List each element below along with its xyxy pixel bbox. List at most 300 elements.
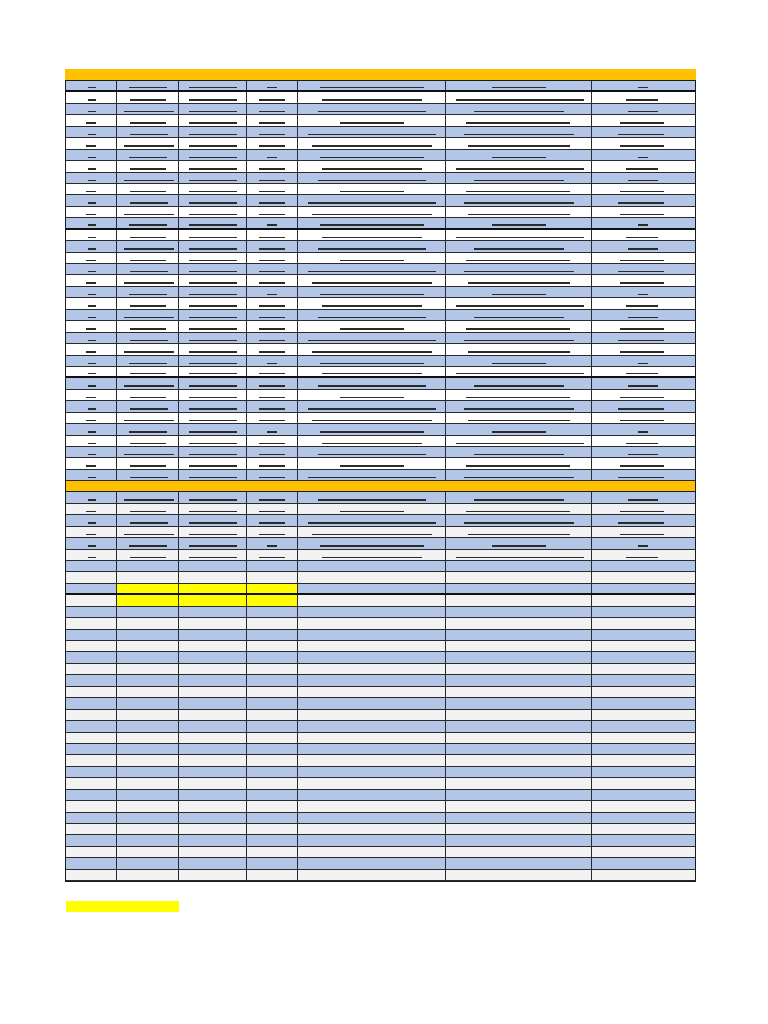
table-cell[interactable] <box>247 230 298 240</box>
table-cell[interactable] <box>66 241 117 251</box>
table-cell[interactable] <box>66 664 117 674</box>
table-cell[interactable] <box>446 755 592 765</box>
table-cell[interactable] <box>298 710 446 720</box>
table-cell[interactable] <box>66 127 117 137</box>
table-cell[interactable] <box>179 218 247 227</box>
table-cell[interactable] <box>592 630 694 640</box>
table-cell[interactable] <box>66 618 117 628</box>
table-cell[interactable] <box>247 527 298 537</box>
table-cell[interactable] <box>179 492 247 502</box>
table-cell[interactable] <box>179 104 247 114</box>
table-cell[interactable] <box>592 733 694 743</box>
table-cell[interactable] <box>117 333 179 343</box>
table-cell[interactable] <box>117 847 179 857</box>
table-cell[interactable] <box>117 344 179 354</box>
table-cell[interactable] <box>298 744 446 754</box>
table-cell[interactable] <box>247 801 298 811</box>
table-cell[interactable] <box>117 436 179 446</box>
table-cell[interactable] <box>66 733 117 743</box>
table-cell[interactable] <box>247 492 298 502</box>
table-cell[interactable] <box>66 436 117 446</box>
table-cell[interactable] <box>446 698 592 708</box>
table-cell[interactable] <box>66 173 117 183</box>
table-cell[interactable] <box>179 801 247 811</box>
table-cell[interactable] <box>446 310 592 320</box>
table-cell[interactable] <box>592 150 694 160</box>
table-cell[interactable] <box>66 721 117 731</box>
table-cell[interactable] <box>179 390 247 400</box>
table-cell[interactable] <box>247 652 298 662</box>
table-cell[interactable] <box>66 835 117 845</box>
table-cell[interactable] <box>179 424 247 434</box>
table-cell[interactable] <box>446 504 592 514</box>
table-cell[interactable] <box>117 356 179 366</box>
table-cell[interactable] <box>592 847 694 857</box>
table-cell[interactable] <box>179 847 247 857</box>
table-cell[interactable] <box>298 173 446 183</box>
table-cell[interactable] <box>117 207 179 217</box>
table-cell[interactable] <box>592 104 694 114</box>
table-cell[interactable] <box>298 81 446 90</box>
table-cell[interactable] <box>247 790 298 800</box>
table-cell[interactable] <box>298 161 446 171</box>
table-cell[interactable] <box>592 561 694 571</box>
table-cell[interactable] <box>446 378 592 388</box>
table-cell[interactable] <box>117 675 179 685</box>
table-cell[interactable] <box>247 515 298 525</box>
table-cell[interactable] <box>298 778 446 788</box>
table-cell[interactable] <box>179 253 247 263</box>
table-cell[interactable] <box>117 870 179 880</box>
table-cell[interactable] <box>66 492 117 502</box>
table-cell[interactable] <box>66 710 117 720</box>
table-cell[interactable] <box>298 515 446 525</box>
table-cell[interactable] <box>446 356 592 366</box>
table-cell[interactable] <box>247 104 298 114</box>
table-cell[interactable] <box>592 470 694 480</box>
table-cell[interactable] <box>592 778 694 788</box>
table-cell[interactable] <box>179 767 247 777</box>
table-cell[interactable] <box>247 733 298 743</box>
table-cell[interactable] <box>117 801 179 811</box>
table-cell[interactable] <box>179 572 247 582</box>
table-cell[interactable] <box>66 447 117 457</box>
table-cell[interactable] <box>117 287 179 297</box>
table-cell[interactable] <box>298 572 446 582</box>
table-cell[interactable] <box>247 264 298 274</box>
table-cell[interactable] <box>66 81 117 90</box>
table-cell[interactable] <box>117 378 179 388</box>
table-cell[interactable] <box>298 790 446 800</box>
table-cell[interactable] <box>117 698 179 708</box>
table-cell[interactable] <box>247 618 298 628</box>
table-cell[interactable] <box>446 287 592 297</box>
table-cell[interactable] <box>117 195 179 205</box>
table-cell[interactable] <box>117 447 179 457</box>
table-cell[interactable] <box>117 310 179 320</box>
table-cell[interactable] <box>446 550 592 560</box>
table-cell[interactable] <box>446 390 592 400</box>
table-cell[interactable] <box>298 150 446 160</box>
table-cell[interactable] <box>298 470 446 480</box>
table-cell[interactable] <box>592 436 694 446</box>
table-cell[interactable] <box>592 504 694 514</box>
table-cell[interactable] <box>117 767 179 777</box>
table-cell[interactable] <box>446 447 592 457</box>
table-cell[interactable] <box>66 367 117 376</box>
table-cell[interactable] <box>66 824 117 834</box>
table-cell[interactable] <box>298 584 446 593</box>
table-cell[interactable] <box>66 184 117 194</box>
table-cell[interactable] <box>179 195 247 205</box>
table-cell[interactable] <box>298 847 446 857</box>
table-cell[interactable] <box>298 550 446 560</box>
table-cell[interactable] <box>298 652 446 662</box>
table-cell[interactable] <box>446 641 592 651</box>
table-cell[interactable] <box>179 858 247 868</box>
table-cell[interactable] <box>592 835 694 845</box>
table-cell[interactable] <box>247 572 298 582</box>
table-cell[interactable] <box>66 275 117 285</box>
table-cell[interactable] <box>179 641 247 651</box>
table-cell[interactable] <box>592 767 694 777</box>
table-cell[interactable] <box>247 390 298 400</box>
table-cell[interactable] <box>66 161 117 171</box>
table-cell[interactable] <box>117 470 179 480</box>
table-cell[interactable] <box>247 195 298 205</box>
table-cell[interactable] <box>179 378 247 388</box>
table-cell[interactable] <box>298 755 446 765</box>
table-cell[interactable] <box>592 755 694 765</box>
table-cell[interactable] <box>117 104 179 114</box>
table-cell[interactable] <box>179 538 247 548</box>
table-cell[interactable] <box>66 515 117 525</box>
table-cell[interactable] <box>117 504 179 514</box>
table-cell[interactable] <box>179 813 247 823</box>
table-cell[interactable] <box>179 778 247 788</box>
table-cell[interactable] <box>446 264 592 274</box>
table-cell[interactable] <box>298 321 446 331</box>
table-cell[interactable] <box>66 413 117 423</box>
table-cell[interactable] <box>446 436 592 446</box>
table-cell[interactable] <box>446 344 592 354</box>
table-cell[interactable] <box>179 287 247 297</box>
table-cell[interactable] <box>592 744 694 754</box>
table-cell[interactable] <box>247 436 298 446</box>
table-cell[interactable] <box>247 767 298 777</box>
table-cell[interactable] <box>179 81 247 90</box>
table-cell[interactable] <box>66 253 117 263</box>
table-cell[interactable] <box>446 687 592 697</box>
table-cell[interactable] <box>117 572 179 582</box>
table-cell[interactable] <box>247 161 298 171</box>
table-cell[interactable] <box>592 641 694 651</box>
table-cell[interactable] <box>298 698 446 708</box>
table-cell[interactable] <box>446 652 592 662</box>
table-cell[interactable] <box>117 515 179 525</box>
table-cell[interactable] <box>298 607 446 617</box>
table-cell[interactable] <box>66 870 117 880</box>
table-cell[interactable] <box>446 321 592 331</box>
table-cell[interactable] <box>117 92 179 102</box>
table-cell[interactable] <box>179 115 247 125</box>
table-cell[interactable] <box>179 607 247 617</box>
table-cell[interactable] <box>66 595 117 605</box>
table-cell[interactable] <box>117 184 179 194</box>
table-cell[interactable] <box>247 630 298 640</box>
table-cell[interactable] <box>66 641 117 651</box>
table-cell[interactable] <box>66 527 117 537</box>
table-cell[interactable] <box>592 858 694 868</box>
table-cell[interactable] <box>66 538 117 548</box>
table-cell[interactable] <box>247 275 298 285</box>
table-cell[interactable] <box>117 264 179 274</box>
table-cell[interactable] <box>592 813 694 823</box>
table-cell[interactable] <box>446 470 592 480</box>
table-cell[interactable] <box>298 275 446 285</box>
table-cell[interactable] <box>66 813 117 823</box>
table-cell[interactable] <box>446 173 592 183</box>
table-cell[interactable] <box>247 81 298 90</box>
table-cell[interactable] <box>117 733 179 743</box>
table-cell[interactable] <box>592 607 694 617</box>
table-cell[interactable] <box>592 550 694 560</box>
table-cell[interactable] <box>298 675 446 685</box>
table-cell[interactable] <box>592 127 694 137</box>
table-cell[interactable] <box>117 230 179 240</box>
table-cell[interactable] <box>298 561 446 571</box>
table-cell[interactable] <box>298 630 446 640</box>
table-cell[interactable] <box>66 390 117 400</box>
table-cell[interactable] <box>179 356 247 366</box>
table-cell[interactable] <box>298 595 446 605</box>
table-cell[interactable] <box>117 710 179 720</box>
table-cell[interactable] <box>446 664 592 674</box>
table-cell[interactable] <box>117 721 179 731</box>
table-cell[interactable] <box>247 138 298 148</box>
table-cell[interactable] <box>446 298 592 308</box>
table-cell[interactable] <box>117 538 179 548</box>
table-cell[interactable] <box>247 675 298 685</box>
table-cell[interactable] <box>592 92 694 102</box>
table-cell[interactable] <box>66 104 117 114</box>
table-cell[interactable] <box>66 321 117 331</box>
table-cell[interactable] <box>592 870 694 880</box>
highlighted-cell[interactable] <box>179 595 247 605</box>
table-cell[interactable] <box>446 492 592 502</box>
table-cell[interactable] <box>66 652 117 662</box>
table-cell[interactable] <box>446 138 592 148</box>
table-cell[interactable] <box>298 230 446 240</box>
table-cell[interactable] <box>117 492 179 502</box>
table-cell[interactable] <box>298 858 446 868</box>
table-cell[interactable] <box>66 470 117 480</box>
table-cell[interactable] <box>179 333 247 343</box>
table-cell[interactable] <box>247 321 298 331</box>
table-cell[interactable] <box>117 424 179 434</box>
table-cell[interactable] <box>298 378 446 388</box>
table-cell[interactable] <box>298 264 446 274</box>
table-cell[interactable] <box>592 378 694 388</box>
table-cell[interactable] <box>446 527 592 537</box>
table-cell[interactable] <box>117 367 179 376</box>
table-cell[interactable] <box>592 230 694 240</box>
table-cell[interactable] <box>592 687 694 697</box>
table-cell[interactable] <box>298 104 446 114</box>
table-cell[interactable] <box>66 767 117 777</box>
table-cell[interactable] <box>117 298 179 308</box>
table-cell[interactable] <box>592 447 694 457</box>
table-cell[interactable] <box>247 447 298 457</box>
table-cell[interactable] <box>592 698 694 708</box>
table-cell[interactable] <box>298 538 446 548</box>
table-cell[interactable] <box>446 870 592 880</box>
table-cell[interactable] <box>66 755 117 765</box>
table-cell[interactable] <box>592 138 694 148</box>
table-cell[interactable] <box>179 687 247 697</box>
table-cell[interactable] <box>446 413 592 423</box>
table-cell[interactable] <box>298 115 446 125</box>
table-cell[interactable] <box>298 664 446 674</box>
table-cell[interactable] <box>298 824 446 834</box>
table-cell[interactable] <box>298 504 446 514</box>
table-cell[interactable] <box>592 721 694 731</box>
table-cell[interactable] <box>298 835 446 845</box>
table-cell[interactable] <box>247 173 298 183</box>
table-cell[interactable] <box>298 733 446 743</box>
table-cell[interactable] <box>66 504 117 514</box>
table-cell[interactable] <box>117 253 179 263</box>
table-cell[interactable] <box>446 778 592 788</box>
table-cell[interactable] <box>247 218 298 227</box>
table-cell[interactable] <box>592 344 694 354</box>
table-cell[interactable] <box>247 401 298 411</box>
table-cell[interactable] <box>247 287 298 297</box>
table-cell[interactable] <box>247 664 298 674</box>
table-cell[interactable] <box>117 173 179 183</box>
table-cell[interactable] <box>117 664 179 674</box>
table-cell[interactable] <box>592 424 694 434</box>
table-cell[interactable] <box>117 778 179 788</box>
table-cell[interactable] <box>179 207 247 217</box>
table-cell[interactable] <box>117 127 179 137</box>
table-cell[interactable] <box>446 218 592 227</box>
table-cell[interactable] <box>446 367 592 376</box>
table-cell[interactable] <box>446 847 592 857</box>
table-cell[interactable] <box>592 584 694 593</box>
table-cell[interactable] <box>66 584 117 593</box>
table-cell[interactable] <box>179 344 247 354</box>
table-cell[interactable] <box>446 835 592 845</box>
table-cell[interactable] <box>298 813 446 823</box>
table-cell[interactable] <box>592 595 694 605</box>
table-cell[interactable] <box>298 767 446 777</box>
table-cell[interactable] <box>117 115 179 125</box>
table-cell[interactable] <box>179 367 247 376</box>
table-cell[interactable] <box>179 161 247 171</box>
table-cell[interactable] <box>117 321 179 331</box>
table-cell[interactable] <box>179 184 247 194</box>
table-cell[interactable] <box>592 195 694 205</box>
table-cell[interactable] <box>592 492 694 502</box>
table-cell[interactable] <box>298 92 446 102</box>
table-cell[interactable] <box>446 858 592 868</box>
table-cell[interactable] <box>446 161 592 171</box>
table-cell[interactable] <box>446 184 592 194</box>
table-cell[interactable] <box>298 298 446 308</box>
table-cell[interactable] <box>247 538 298 548</box>
table-cell[interactable] <box>117 813 179 823</box>
table-cell[interactable] <box>117 755 179 765</box>
table-cell[interactable] <box>446 813 592 823</box>
table-cell[interactable] <box>446 230 592 240</box>
table-cell[interactable] <box>247 470 298 480</box>
table-cell[interactable] <box>298 870 446 880</box>
table-cell[interactable] <box>247 184 298 194</box>
table-cell[interactable] <box>298 184 446 194</box>
table-cell[interactable] <box>179 275 247 285</box>
table-cell[interactable] <box>446 584 592 593</box>
table-cell[interactable] <box>247 310 298 320</box>
table-cell[interactable] <box>66 607 117 617</box>
table-cell[interactable] <box>247 458 298 468</box>
table-cell[interactable] <box>247 721 298 731</box>
table-cell[interactable] <box>66 92 117 102</box>
table-cell[interactable] <box>298 333 446 343</box>
table-cell[interactable] <box>446 195 592 205</box>
table-cell[interactable] <box>247 413 298 423</box>
table-cell[interactable] <box>179 447 247 457</box>
table-cell[interactable] <box>298 195 446 205</box>
table-cell[interactable] <box>592 390 694 400</box>
table-cell[interactable] <box>446 275 592 285</box>
table-cell[interactable] <box>247 115 298 125</box>
table-cell[interactable] <box>117 607 179 617</box>
table-cell[interactable] <box>179 401 247 411</box>
table-cell[interactable] <box>66 458 117 468</box>
table-cell[interactable] <box>66 230 117 240</box>
table-cell[interactable] <box>247 755 298 765</box>
table-cell[interactable] <box>298 687 446 697</box>
table-cell[interactable] <box>592 356 694 366</box>
table-cell[interactable] <box>117 824 179 834</box>
table-cell[interactable] <box>592 333 694 343</box>
table-cell[interactable] <box>117 550 179 560</box>
table-cell[interactable] <box>247 870 298 880</box>
table-cell[interactable] <box>117 527 179 537</box>
table-cell[interactable] <box>117 652 179 662</box>
table-cell[interactable] <box>179 652 247 662</box>
table-cell[interactable] <box>117 401 179 411</box>
table-cell[interactable] <box>592 241 694 251</box>
table-cell[interactable] <box>66 333 117 343</box>
table-cell[interactable] <box>446 401 592 411</box>
table-cell[interactable] <box>66 630 117 640</box>
table-cell[interactable] <box>446 424 592 434</box>
table-cell[interactable] <box>117 161 179 171</box>
table-cell[interactable] <box>446 561 592 571</box>
table-cell[interactable] <box>179 755 247 765</box>
table-cell[interactable] <box>179 710 247 720</box>
table-cell[interactable] <box>298 367 446 376</box>
table-cell[interactable] <box>179 515 247 525</box>
table-cell[interactable] <box>592 287 694 297</box>
table-cell[interactable] <box>298 618 446 628</box>
table-cell[interactable] <box>446 241 592 251</box>
table-cell[interactable] <box>247 561 298 571</box>
table-cell[interactable] <box>179 550 247 560</box>
table-cell[interactable] <box>592 253 694 263</box>
